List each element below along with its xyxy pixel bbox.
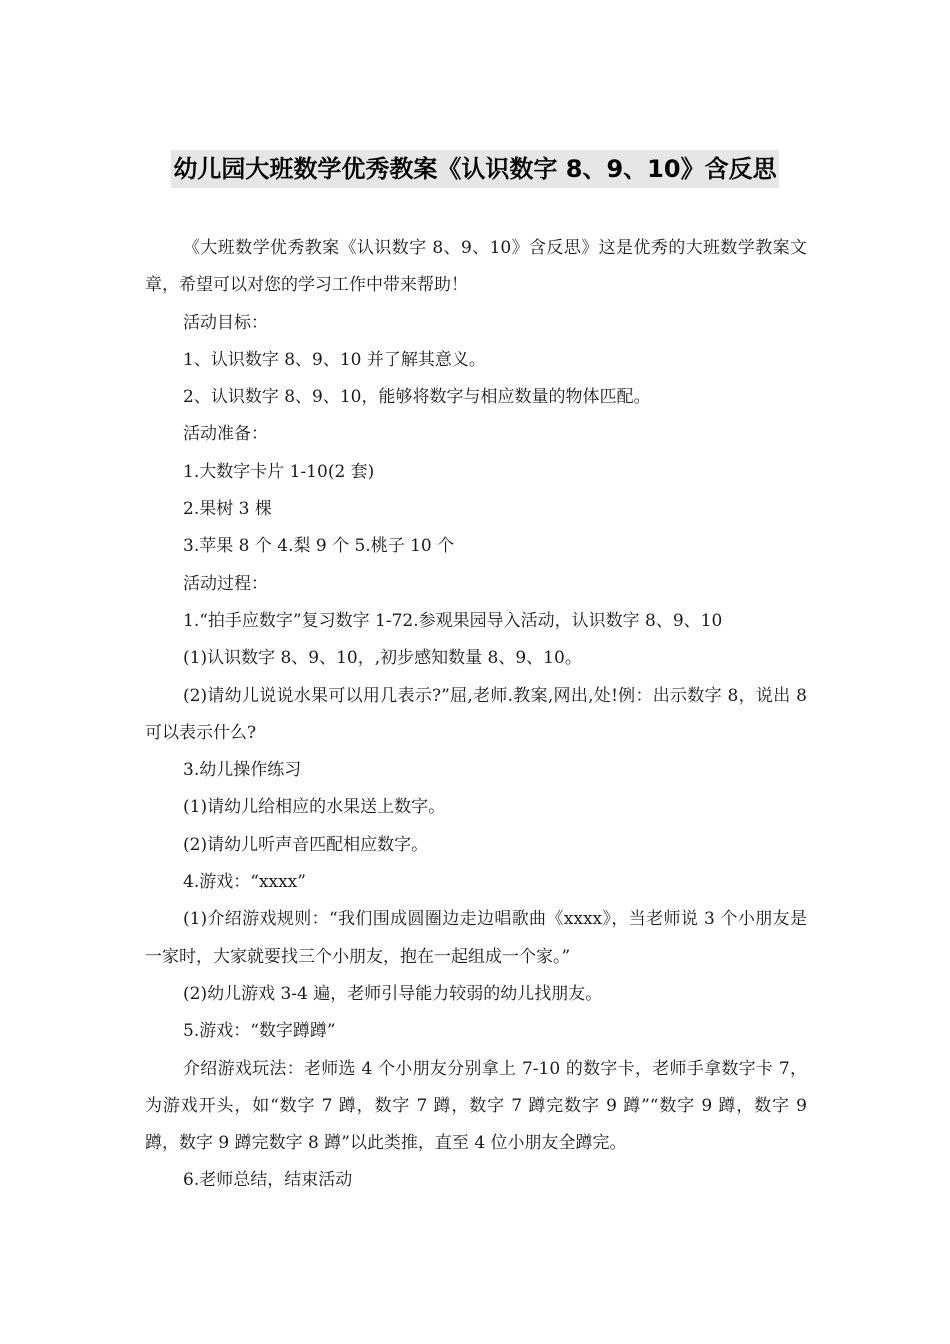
process-step-3-sub-2: (2)请幼儿听声音匹配相应数字。 [183, 834, 429, 855]
process-step-3-sub-1: (1)请幼儿给相应的水果送上数字。 [183, 797, 446, 818]
heading-activity-preparation: 活动准备： [183, 424, 268, 445]
process-step-3: 3.幼儿操作练习 [183, 760, 302, 781]
process-step-1: 1.“拍手应数字”复习数字 1-72.参观果园导入活动，认识数字 8、9、10 [183, 610, 723, 631]
title-container [0, 150, 950, 188]
prep-item-1: 1.大数字卡片 1-10(2 套) [183, 461, 375, 482]
prep-item-2: 2.果树 3 棵 [183, 499, 272, 520]
prep-item-3: 3.苹果 8 个 4.梨 9 个 5.桃子 10 个 [183, 536, 455, 557]
process-step-4-sub-2: (2)幼儿游戏 3-4 遍，老师引导能力较弱的幼儿找朋友。 [183, 983, 603, 1004]
process-step-4-sub-1: (1)介绍游戏规则：“我们围成圆圈边走边唱歌曲《xxxx》，当老师说 3 个小朋友是一家时，大家就要找三个小朋友，抱在一起组成一个家。” [145, 909, 807, 967]
goal-item-2: 2、认识数字 8、9、10，能够将数字与相应数量的物体匹配。 [183, 387, 651, 408]
heading-activity-process: 活动过程： [183, 573, 268, 594]
document-body [145, 230, 807, 1200]
process-step-6: 6.老师总结，结束活动 [183, 1170, 353, 1191]
process-step-4: 4.游戏：“xxxx” [183, 872, 306, 893]
process-step-5-description: 介绍游戏玩法：老师选 4 个小朋友分别拿上 7-10 的数字卡，老师手拿数字卡 7，为游戏开头，如“数字 7 蹲，数字 7 蹲，数字 7 蹲完数字 9 蹲”“数字 9 蹲，数字 9 蹲，数字 9 蹲完数字 8 蹲”以此类推，直至 4 位小朋友全蹲完。 [145, 1058, 807, 1154]
process-step-1-sub-2: (2)请幼儿说说水果可以用几表示?”屈,老师.教案,网出,处!例：出示数字 8，说出 8 可以表示什么? [145, 685, 807, 743]
process-step-1-sub-1: (1)认识数字 8、9、10，,初步感知数量 8、9、10。 [183, 648, 582, 669]
process-step-5: 5.游戏：“数字蹲蹲” [183, 1021, 336, 1042]
document-title: 幼儿园大班数学优秀教案《认识数字 8、9、10》含反思 [171, 150, 778, 188]
goal-item-1: 1、认识数字 8、9、10 并了解其意义。 [183, 349, 486, 370]
heading-activity-goals: 活动目标： [183, 312, 268, 333]
paragraph-intro: 《大班数学优秀教案《认识数字 8、9、10》含反思》这是优秀的大班数学教案文章，希望可以对您的学习工作中带来帮助！ [145, 238, 807, 296]
